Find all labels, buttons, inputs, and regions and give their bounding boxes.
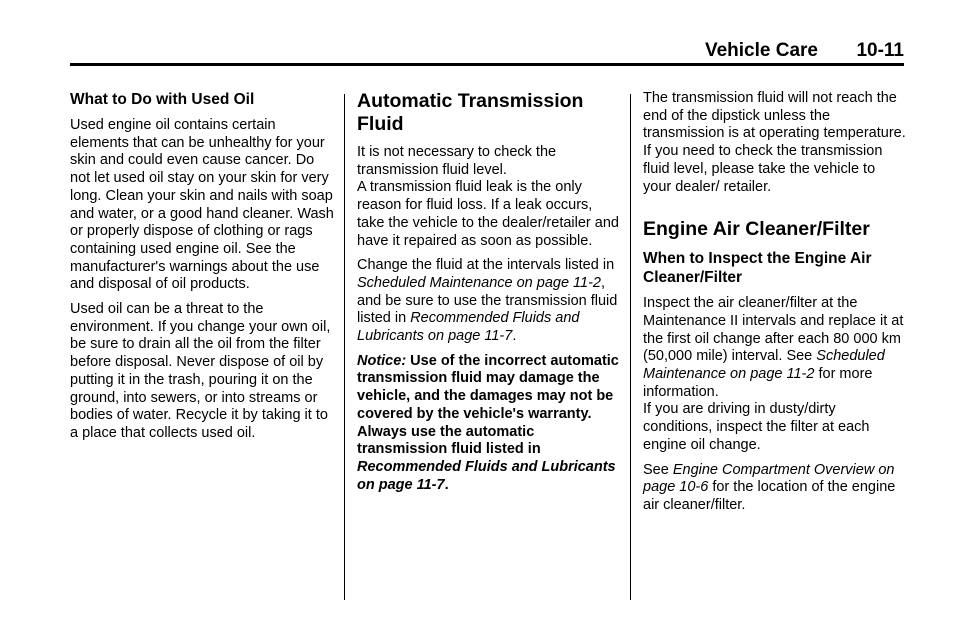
text: for the location of the engine air cleaner/filter. xyxy=(643,479,896,513)
used-oil-heading: What to Do with Used Oil xyxy=(70,91,255,108)
location-paragraph xyxy=(643,462,907,515)
page-header xyxy=(70,38,904,64)
text: , and be sure to use the transmission fluid listed in xyxy=(357,274,618,327)
scheduled-maintenance-link[interactable]: Scheduled Maintenance on page 11-2 xyxy=(357,274,602,291)
column-divider-1 xyxy=(344,94,345,600)
page-number: 10-11 xyxy=(856,40,904,61)
column-1 xyxy=(70,90,334,450)
text: for more information. xyxy=(643,366,873,400)
notice-label: Notice: xyxy=(357,352,407,369)
dusty-conditions-text: If you are driving in dusty/dirty conditions, inspect the filter at each engine oil change. xyxy=(643,401,870,453)
column-divider-2 xyxy=(630,94,631,600)
transmission-paragraph-1 xyxy=(357,144,619,250)
header-rule xyxy=(70,63,904,66)
notice-recommended-fluids-link[interactable]: Recommended Fluids and Lubricants on page 11-7 xyxy=(357,458,616,493)
transmission-paragraph-2 xyxy=(357,257,619,346)
inspect-paragraph xyxy=(643,295,907,454)
scheduled-maintenance-link-2[interactable]: Scheduled Maintenance on page 11-2 xyxy=(643,348,885,383)
notice-block xyxy=(357,353,619,495)
section-title: Vehicle Care xyxy=(704,40,818,61)
engine-compartment-link[interactable]: Engine Compartment Overview on page 10-6 xyxy=(643,461,895,496)
transmission-fluid-heading: Automatic Transmission Fluid xyxy=(357,90,584,135)
used-oil-paragraph-1: Used engine oil contains certain elements that can be unhealthy for your skin and could even cause cancer. Do not let used oil stay on your skin for very long. Clean your skin and nails with soap and water, or a good hand cleaner. Wash or properly dispose of clothing or rags containing used engine oil. See the manufacturer's warnings about the use and disposal of oil products. xyxy=(70,117,334,293)
column-3 xyxy=(643,90,907,522)
column-2 xyxy=(357,90,619,501)
text: . xyxy=(512,328,517,345)
dipstick-paragraph: The transmission fluid will not reach the end of the dipstick unless the transmission is at operating temperature. If you need to check the transmission fluid level, please take the vehicle to your dealer/ retailer. xyxy=(643,90,906,195)
text: Change the fluid at the intervals listed in xyxy=(357,257,615,274)
leak-text: A transmission fluid leak is the only reason for fluid loss. If a leak occurs, take the vehicle to the dealer/retailer and have it repaired as soon as possible. xyxy=(357,179,619,249)
notice-text: Use of the incorrect automatic transmission fluid may damage the vehicle, and the damages may not be covered by the vehicle's warranty. Always use the automatic transmission fluid listed in xyxy=(357,352,619,458)
air-filter-heading: Engine Air Cleaner/Filter xyxy=(643,218,870,241)
text: See xyxy=(643,461,673,478)
recommended-fluids-link[interactable]: Recommended Fluids and Lubricants on page 11-7 xyxy=(357,310,580,345)
used-oil-paragraph-2: Used oil can be a threat to the environment. If you change your own oil, be sure to drain all the oil from the filter before disposal. Never dispose of oil by putting it in the trash, pouring it on the ground, into sewers, or into streams or bodies of water. Recycle it by taking it to a place that collects used oil. xyxy=(70,301,331,441)
inspect-air-filter-subheading: When to Inspect the Engine Air Cleaner/Filter xyxy=(643,250,872,287)
check-level-text: It is not necessary to check the transmission fluid level. xyxy=(357,144,557,178)
text: . xyxy=(444,476,449,493)
text: Inspect the air cleaner/filter at the Maintenance II intervals and replace it at the first oil change after each 80 000 km (50,000 mile) interval. See xyxy=(643,295,904,365)
